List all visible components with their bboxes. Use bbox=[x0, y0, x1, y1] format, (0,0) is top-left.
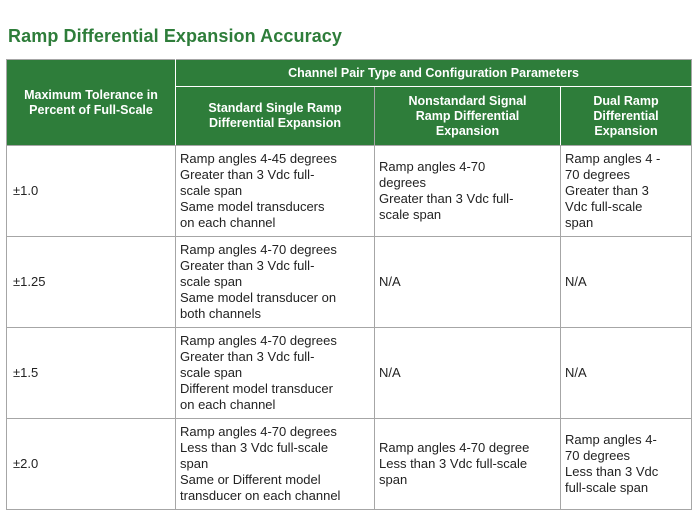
header-text-line: Expansion bbox=[435, 123, 500, 138]
table-row bbox=[7, 419, 692, 510]
standard-cell bbox=[176, 146, 375, 237]
dual-cell bbox=[561, 146, 692, 237]
cell-text-line: N/A bbox=[379, 274, 401, 289]
header-text-line: Standard Single Ramp bbox=[208, 101, 342, 115]
tolerance-cell: ±1.5 bbox=[7, 328, 176, 419]
cell-text-line: both channels bbox=[180, 306, 261, 321]
cell-text-line: Same model transducer on bbox=[180, 290, 337, 305]
tolerance-cell: ±1.0 bbox=[7, 146, 176, 237]
cell-text-line: scale span bbox=[180, 183, 243, 198]
cell-text-line: Ramp angles 4 - bbox=[565, 151, 661, 166]
cell-text-line: scale span bbox=[180, 365, 243, 380]
cell-text-line: Greater than 3 Vdc full- bbox=[379, 191, 514, 206]
cell-text-line: Ramp angles 4-70 degrees bbox=[180, 242, 337, 257]
cell-text-line: span bbox=[180, 456, 209, 471]
cell-text-line: 70 degrees bbox=[565, 167, 631, 182]
header-dual-ramp bbox=[561, 87, 692, 146]
cell-text-line: N/A bbox=[379, 365, 401, 380]
header-standard-single-ramp bbox=[176, 87, 375, 146]
header-channel-pair-group: Channel Pair Type and Configuration Parameters bbox=[176, 60, 692, 87]
standard-cell bbox=[176, 328, 375, 419]
cell-text-line: Greater than 3 Vdc full- bbox=[180, 167, 315, 182]
dual-cell bbox=[561, 328, 692, 419]
cell-text-line: Greater than 3 Vdc full- bbox=[180, 258, 315, 273]
cell-text-line: span bbox=[565, 215, 594, 230]
header-nonstandard-signal bbox=[375, 87, 561, 146]
nonstandard-cell bbox=[375, 328, 561, 419]
header-text-line: Differential Expansion bbox=[209, 116, 341, 130]
cell-text-line: Ramp angles 4-70 degrees bbox=[180, 333, 337, 348]
cell-text-line: Greater than 3 bbox=[565, 183, 649, 198]
nonstandard-cell bbox=[375, 419, 561, 510]
header-text-line: Ramp Differential bbox=[415, 108, 520, 123]
cell-text-line: Ramp angles 4-70 degrees bbox=[180, 424, 337, 439]
cell-text-line: degrees bbox=[379, 175, 426, 190]
cell-text-line: Ramp angles 4-70 degree bbox=[379, 440, 530, 455]
header-text-line: Differential bbox=[593, 108, 659, 123]
cell-text-line: span bbox=[379, 472, 408, 487]
header-text-line: Dual Ramp bbox=[593, 93, 659, 108]
cell-text-line: on each channel bbox=[180, 215, 276, 230]
cell-text-line: N/A bbox=[565, 365, 587, 380]
cell-text-line: Same or Different model bbox=[180, 472, 321, 487]
header-text-line: Expansion bbox=[594, 123, 658, 138]
table-row bbox=[7, 146, 692, 237]
page-title: Ramp Differential Expansion Accuracy bbox=[8, 26, 343, 46]
cell-text-line: Ramp angles 4- bbox=[565, 432, 657, 447]
cell-text-line: Less than 3 Vdc bbox=[565, 464, 659, 479]
cell-text-line: on each channel bbox=[180, 397, 276, 412]
dual-cell bbox=[561, 419, 692, 510]
cell-text-line: Ramp angles 4-45 degrees bbox=[180, 151, 337, 166]
cell-text-line: full-scale span bbox=[565, 480, 649, 495]
cell-text-line: Less than 3 Vdc full-scale bbox=[180, 440, 329, 455]
cell-text-line: Ramp angles 4-70 bbox=[379, 159, 486, 174]
standard-cell bbox=[176, 237, 375, 328]
cell-text-line: N/A bbox=[565, 274, 587, 289]
cell-text-line: transducer on each channel bbox=[180, 488, 341, 503]
cell-text-line: scale span bbox=[180, 274, 243, 289]
dual-cell bbox=[561, 237, 692, 328]
cell-text-line: Same model transducers bbox=[180, 199, 325, 214]
cell-text-line: Different model transducer bbox=[180, 381, 333, 396]
cell-text-line: Vdc full-scale bbox=[565, 199, 643, 214]
header-text-line: Nonstandard Signal bbox=[408, 93, 527, 108]
tolerance-cell: ±2.0 bbox=[7, 419, 176, 510]
cell-text-line: Less than 3 Vdc full-scale bbox=[379, 456, 528, 471]
header-row-top bbox=[7, 60, 692, 87]
nonstandard-cell bbox=[375, 237, 561, 328]
table-row bbox=[7, 237, 692, 328]
accuracy-table bbox=[6, 59, 692, 510]
cell-text-line: 70 degrees bbox=[565, 448, 631, 463]
cell-text-line: Greater than 3 Vdc full- bbox=[180, 349, 315, 364]
tolerance-cell: ±1.25 bbox=[7, 237, 176, 328]
table-row bbox=[7, 328, 692, 419]
header-text-line: Maximum Tolerance in bbox=[24, 87, 158, 102]
header-max-tolerance bbox=[7, 60, 176, 146]
nonstandard-cell bbox=[375, 146, 561, 237]
header-text-line: Percent of Full-Scale bbox=[29, 102, 153, 117]
cell-text-line: scale span bbox=[379, 207, 442, 222]
standard-cell bbox=[176, 419, 375, 510]
